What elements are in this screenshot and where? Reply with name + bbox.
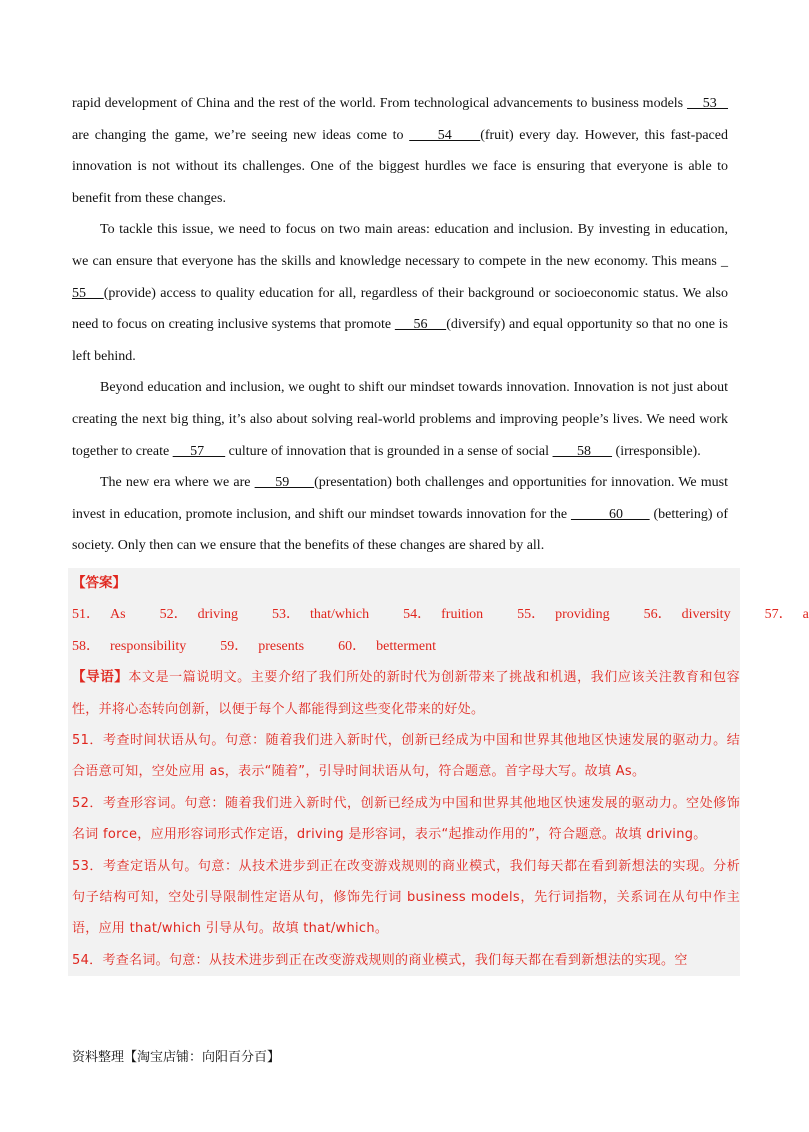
guide-paragraph: [72, 662, 740, 725]
answer-53: 53． that/which: [272, 607, 370, 623]
answer-54: 54． fruition: [403, 607, 484, 623]
answer-row-2: [72, 631, 740, 662]
text: (fruit) every day. However, this fast-paced innovation is not without its challenges. One of the biggest hurdles we face is ensuring that everyone is able to benefit from these changes.: [72, 127, 728, 206]
text: are changing the game, we’re seeing new ideas come to: [72, 127, 410, 143]
answer-row-1: [72, 599, 809, 630]
blank-56: 56: [394, 317, 447, 333]
answer-52: 52． driving: [159, 607, 239, 623]
answer-51: 51． As: [72, 607, 126, 623]
text: To tackle this issue, we need to focus on two main areas: education and inclusion. By investing in education, we can ensure that everyone has the skills and knowledge necessary to compete in the new economy. This means: [72, 222, 728, 269]
explanation-51: 51．考查时间状语从句。句意：随着我们进入新时代，创新已经成为中国和世界其他地区快速发展的驱动力。结合语意可知，空处应用 as，表示“随着”，引导时间状语从句，符合题意。首字母大写。故填 As。: [72, 732, 740, 780]
answer-section: [68, 568, 809, 976]
explanation-54: 54．考查名词。句意：从技术进步到正在改变游戏规则的商业模式，我们每天都在看到新想法的实现。空: [72, 952, 688, 968]
text: _: [721, 253, 728, 269]
page-content: [72, 88, 809, 976]
guide-label: 【导语】: [72, 669, 129, 686]
explanation-52: 52．考查形容词。句意：随着我们进入新时代，创新已经成为中国和世界其他地区快速发展的驱动力。空处修饰名词 force，应用形容词形式作定语，driving 是形容词，表示“起推动作用的”，符合题意。故填 driving。: [72, 795, 740, 843]
text: (bettering) of society. Only then can we ensure that the benefits of these changes are shared by all.: [72, 506, 728, 554]
footer-text: 资料整理【淘宝店铺：向阳百分百】: [72, 1050, 281, 1065]
blank-53: 53: [687, 96, 729, 111]
answer-60: 60． betterment: [338, 638, 436, 654]
guide-text: 本文是一篇说明文。主要介绍了我们所处的新时代为创新带来了挑战和机遇，我们应该关注教育和包容性，并将心态转向创新，以便于每个人都能得到这些变化带来的好处。: [72, 670, 740, 717]
blank-58: 58: [552, 443, 613, 459]
paragraph-4: [72, 467, 728, 562]
paragraph-2: [72, 214, 728, 372]
answer-57: 57． a: [764, 607, 809, 623]
blank-59: 59: [254, 475, 315, 491]
text: Beyond education and inclusion, we ought to shift our mindset towards innovation. Innovation is not just about creating the next big thing, it’s also about solving real-world problems and improving people’s lives. We need work together to create: [72, 380, 728, 459]
blank-60: 60: [570, 506, 650, 522]
answer-heading: 【答案】: [72, 574, 126, 591]
blank-54: 54: [409, 127, 481, 143]
text: (irresponsible).: [612, 443, 701, 459]
blank-55: 55: [72, 285, 104, 301]
answer-55: 55． providing: [517, 607, 610, 623]
answer-59: 59． presents: [220, 638, 305, 654]
text: rapid development of China and the rest of the world. From technological advancements to business models: [72, 96, 688, 111]
paragraph-1: [72, 88, 728, 214]
passage: [72, 88, 728, 562]
paragraph-3: [72, 372, 728, 467]
text: (provide) access to quality education for all, regardless of their background or socioeconomic status. We also need to focus on creating inclusive systems that promote: [72, 285, 728, 333]
blank-57: 57: [172, 443, 226, 459]
text: (presentation) both challenges and opportunities for innovation. We must invest in education, promote inclusion, and shift our mindset towards innovation for the: [72, 475, 728, 522]
answer-56: 56． diversity: [643, 607, 731, 623]
explanation-53: 53．考查定语从句。句意：从技术进步到正在改变游戏规则的商业模式，我们每天都在看到新想法的实现。分析句子结构可知，空处引导限制性定语从句，修饰先行词 business models，先行词指物，关系词在从句中作主语，应用 that/which 引导从句。故填 that/which。: [72, 858, 740, 937]
text: culture of innovation that is grounded in a sense of social: [225, 443, 553, 459]
text: The new era where we are: [100, 475, 255, 491]
answer-58: 58． responsibility: [72, 638, 187, 654]
text: (diversify) and equal opportunity so that no one is left behind.: [72, 317, 728, 364]
